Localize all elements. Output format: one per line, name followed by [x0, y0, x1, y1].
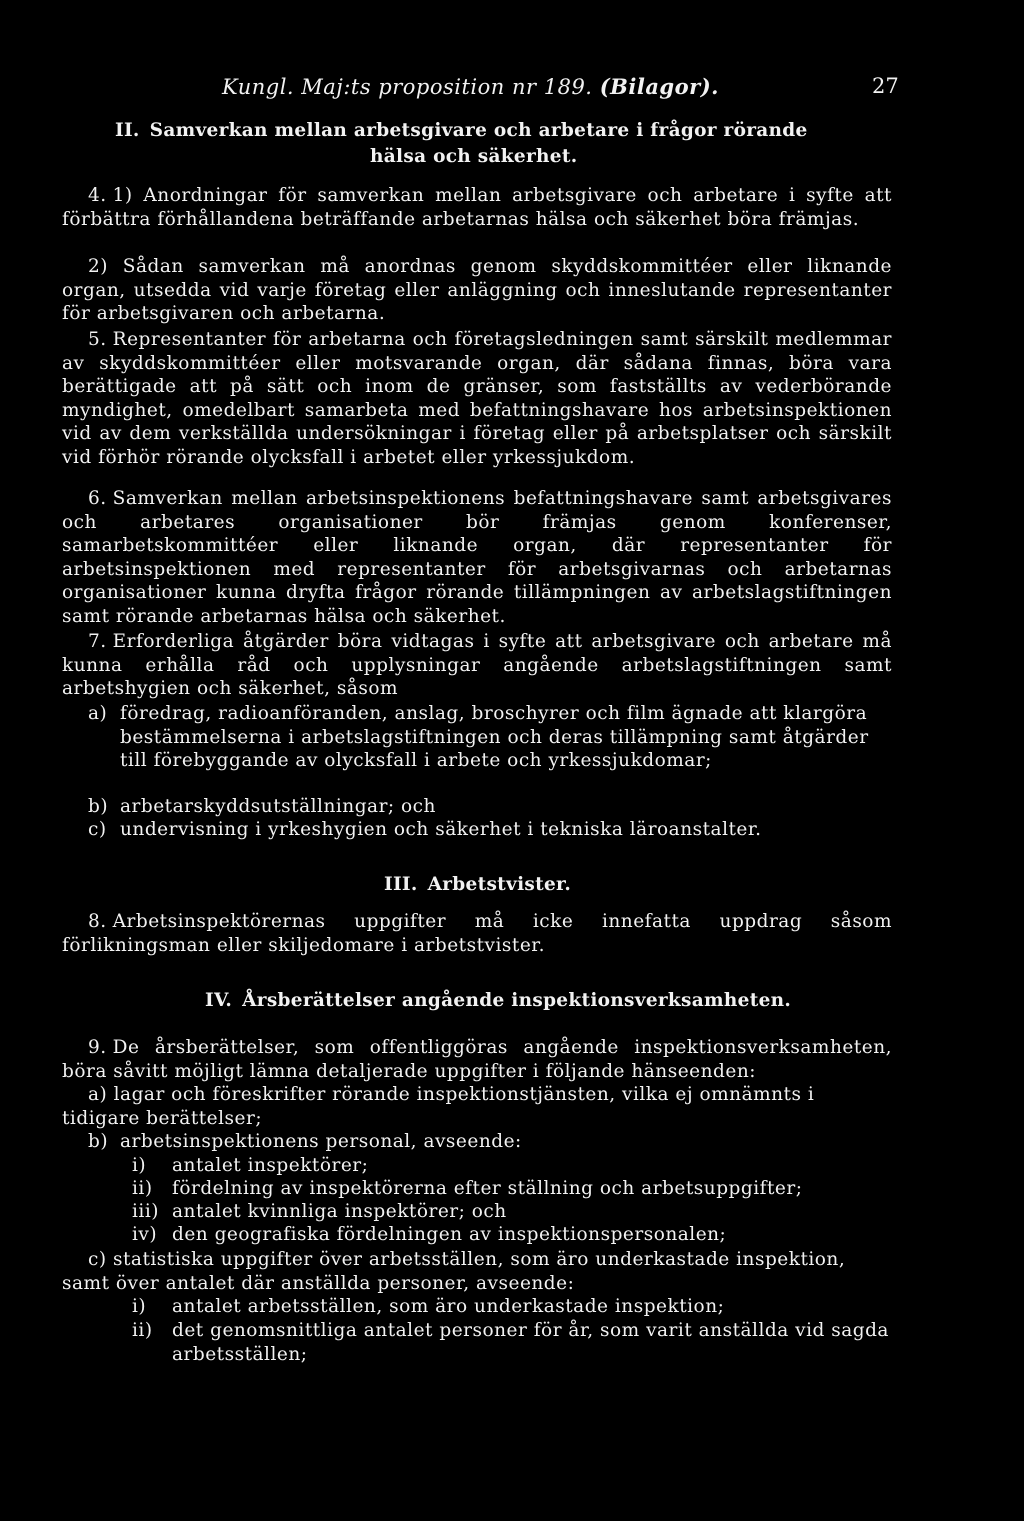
paragraph-8-number: 8. — [88, 911, 107, 932]
list-label: iii) — [132, 1201, 159, 1222]
paragraph-4-2 — [62, 255, 892, 326]
list-label: a) — [88, 703, 108, 724]
section-2-roman: II. — [115, 120, 140, 141]
list-label: ii) — [132, 1320, 153, 1341]
paragraph-9-item-a — [62, 1083, 892, 1130]
paragraph-4-1 — [62, 184, 892, 231]
section-2-title-line2: hälsa och säkerhet. — [370, 146, 578, 167]
running-header — [222, 74, 719, 99]
section-4-heading — [205, 990, 791, 1011]
section-2-title-line1: Samverkan mellan arbetsgivare och arbetare i frågor rörande — [149, 120, 808, 141]
running-title: Kungl. Maj:ts proposition nr 189. — [222, 75, 593, 99]
list-text: statistiska uppgifter över arbetsställen, som äro underkastade inspektion, samt över antalet där anställda personer, avseende: — [62, 1249, 846, 1294]
paragraph-5-number: 5. — [88, 329, 107, 350]
paragraph-7-item-b — [88, 795, 888, 819]
list-text: arbetarskyddsutställningar; och — [120, 796, 436, 817]
list-text: lagar och föreskrifter rörande inspektionstjänsten, vilka ej omnämnts i tidigare berättelser; — [62, 1084, 815, 1129]
section-2-heading-line2 — [370, 146, 577, 167]
paragraph-9 — [62, 1036, 892, 1083]
paragraph-4-2-text: 2) Sådan samverkan må anordnas genom skyddskommittéer eller liknande organ, utsedda vid varje företag eller anläggning och inneslutande representanter för arbetsgivaren och arbetarna. — [62, 256, 892, 324]
paragraph-4-1-text: 1) Anordningar för samverkan mellan arbetsgivare och arbetare i syfte att förbättra förhållandena beträffande arbetarnas hälsa och säkerhet böra främjas. — [62, 185, 892, 230]
paragraph-9-c-item-ii — [132, 1319, 892, 1366]
paragraph-9-item-c — [62, 1248, 892, 1295]
list-label: b) — [88, 1131, 109, 1152]
paragraph-4-number: 4. — [88, 185, 107, 206]
paragraph-9-b-item-i — [132, 1154, 892, 1178]
list-label: i) — [132, 1296, 147, 1317]
list-text: den geografiska fördelningen av inspektionspersonalen; — [172, 1224, 727, 1245]
paragraph-5 — [62, 328, 892, 469]
page-number: 27 — [872, 74, 899, 98]
list-text: det genomsnittliga antalet personer för år, som varit anställda vid sagda arbetsställen; — [172, 1320, 889, 1365]
paragraph-9-item-b — [88, 1130, 888, 1154]
paragraph-7-item-c — [88, 818, 888, 842]
paragraph-6 — [62, 487, 892, 628]
list-text: undervisning i yrkeshygien och säkerhet i tekniska läroanstalter. — [120, 819, 762, 840]
paragraph-9-b-item-ii — [132, 1177, 892, 1201]
paragraph-9-b-item-iii — [132, 1200, 892, 1224]
list-label: i) — [132, 1155, 147, 1176]
list-text: antalet inspektörer; — [172, 1155, 369, 1176]
section-4-title: Årsberättelser angående inspektionsverksamheten. — [242, 990, 792, 1011]
list-label: b) — [88, 796, 109, 817]
list-label: ii) — [132, 1178, 153, 1199]
paragraph-9-text: De årsberättelser, som offentliggöras angående inspektionsverksamheten, böra såvitt möjligt lämna detaljerade uppgifter i följande hänseenden: — [62, 1037, 892, 1082]
paragraph-6-text: Samverkan mellan arbetsinspektionens befattningshavare samt arbetsgivares och arbetares organisationer bör främjas genom konferenser, samarbetskommittéer eller liknande organ, där representanter för arbetsinspektionen med representanter för arbetsgivarnas och arbetarnas organisationer kunna dryfta frågor rörande tillämpningen av arbetslagstiftningen samt rörande arbetarnas hälsa och säkerhet. — [62, 488, 892, 627]
paragraph-8-text: Arbetsinspektörernas uppgifter må icke innefatta uppdrag såsom förlikningsman eller skiljedomare i arbetstvister. — [62, 911, 892, 956]
paragraph-9-number: 9. — [88, 1037, 107, 1058]
section-4-roman: IV. — [205, 990, 233, 1011]
list-text: antalet arbetsställen, som äro underkastade inspektion; — [172, 1296, 725, 1317]
list-text: arbetsinspektionens personal, avseende: — [120, 1131, 522, 1152]
section-3-roman: III. — [384, 874, 418, 895]
paragraph-7-text: Erforderliga åtgärder böra vidtagas i syfte att arbetsgivare och arbetare må kunna erhålla råd och upplysningar angående arbetslagstiftningen samt arbetshygien och säkerhet, såsom — [62, 631, 892, 699]
paragraph-7-item-a — [88, 702, 888, 773]
paragraph-6-number: 6. — [88, 488, 107, 509]
list-label: c) — [88, 1249, 107, 1270]
paragraph-7 — [62, 630, 892, 701]
paragraph-9-b-item-iv — [132, 1223, 892, 1247]
paragraph-8 — [62, 910, 892, 957]
paragraph-9-c-item-i — [132, 1295, 892, 1319]
bilagor-label: (Bilagor). — [599, 74, 719, 99]
section-3-heading — [384, 874, 571, 895]
list-text: antalet kvinnliga inspektörer; och — [172, 1201, 507, 1222]
paragraph-7-number: 7. — [88, 631, 107, 652]
section-2-heading — [115, 120, 808, 141]
list-label: iv) — [132, 1224, 158, 1245]
list-label: a) — [88, 1084, 108, 1105]
list-text: fördelning av inspektörerna efter ställning och arbetsuppgifter; — [172, 1178, 803, 1199]
list-text: föredrag, radioanföranden, anslag, broschyrer och film ägnade att klargöra bestämmelserna i arbetslagstiftningen och deras tillämpning samt åtgärder till förebyggande av olycksfall i arbete och yrkessjukdomar; — [120, 703, 869, 771]
section-3-title: Arbetstvister. — [427, 874, 572, 895]
paragraph-5-text: Representanter för arbetarna och företagsledningen samt särskilt medlemmar av skyddskommittéer eller motsvarande organ, där sådana finnas, böra vara berättigade att på sätt och inom de gränser, som fastställts av vederbörande myndighet, omedelbart samarbeta med befattningshavare hos arbetsinspektionen vid av dem verkställda undersökningar i företag eller på arbetsplatser och särskilt vid förhör rörande olycksfall i arbetet eller yrkessjukdom. — [62, 329, 892, 468]
list-label: c) — [88, 819, 107, 840]
